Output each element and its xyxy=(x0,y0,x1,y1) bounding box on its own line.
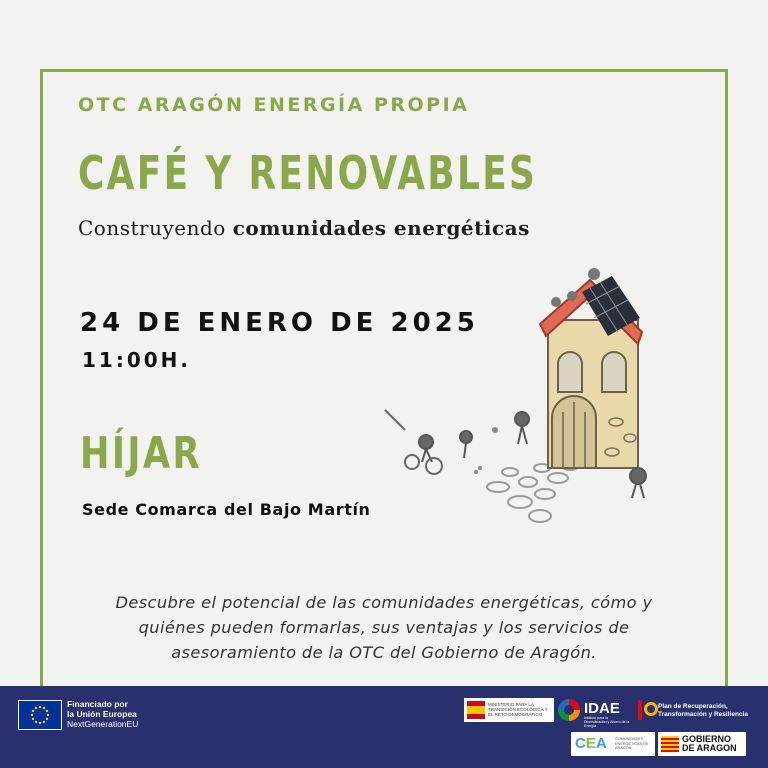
subtitle-prefix: Construyendo xyxy=(78,216,233,240)
description-line-1: Descubre el potencial de las comunidades energéticas, cómo y xyxy=(115,593,653,612)
pretitle: OTC ARAGÓN ENERGÍA PROPIA xyxy=(78,94,470,116)
idae-mark-icon xyxy=(558,699,580,721)
sponsor-footer xyxy=(0,686,768,768)
cea-name xyxy=(575,735,607,752)
eu-line-3: NextGenerationEU xyxy=(67,719,139,729)
spain-coat-icon xyxy=(467,701,485,719)
cea-text: COMUNIDADES ENERGÉTICAS DE ARAGÓN xyxy=(615,737,649,751)
event-city: HÍJAR xyxy=(80,428,202,479)
event-venue: Sede Comarca del Bajo Martín xyxy=(82,500,371,519)
prtr-mark-icon xyxy=(638,700,654,720)
idae-logo xyxy=(556,698,632,728)
eu-funding-text xyxy=(67,699,138,729)
description-line-3: asesoramiento de la OTC del Gobierno de Aragón. xyxy=(171,643,597,662)
gobierno-espana-logo xyxy=(464,698,554,722)
gobierno-espana-text: MINISTERIO PARA LA TRANSICIÓN ECOLÓGICA Y EL RETO DEMOGRÁFICO xyxy=(488,702,548,717)
eu-flag-icon xyxy=(18,700,62,730)
gobierno-aragon-logo xyxy=(658,732,746,756)
event-time: 11:00H. xyxy=(82,348,191,372)
gob-ar-line-2: DE ARAGON xyxy=(682,743,737,753)
eu-line-2: la Unión Europea xyxy=(67,709,137,719)
subtitle-bold: comunidades energéticas xyxy=(232,216,530,240)
cea-letter-e: E xyxy=(585,735,596,752)
idae-subtext: Instituto para la Diversificación y Ahorro de la Energía xyxy=(584,716,630,728)
subtitle xyxy=(78,216,530,240)
prtr-line-1: Plan de Recuperación, xyxy=(658,703,728,710)
description xyxy=(30,590,738,665)
eu-line-1: Financiado por xyxy=(67,699,128,709)
idae-name: IDAE xyxy=(584,700,620,717)
description-line-2: quiénes pueden formarlas, sus ventajas y los servicios de xyxy=(138,618,630,637)
prtr-line-2: Transformación y Resiliencia xyxy=(658,711,748,718)
gob-ar-line-1: GOBIERNO xyxy=(682,734,732,744)
page-title: CAFÉ Y RENOVABLES xyxy=(78,146,538,200)
house-illustration xyxy=(380,262,670,532)
gobierno-aragon-text xyxy=(682,735,737,753)
prtr-text xyxy=(658,703,748,719)
plan-recuperacion-logo xyxy=(636,698,756,722)
cea-letter-c: C xyxy=(575,735,586,752)
cea-logo xyxy=(571,732,655,756)
aragon-flag-icon xyxy=(661,736,679,752)
event-date: 24 DE ENERO DE 2025 xyxy=(80,308,479,338)
cea-letter-a: A xyxy=(595,735,607,752)
